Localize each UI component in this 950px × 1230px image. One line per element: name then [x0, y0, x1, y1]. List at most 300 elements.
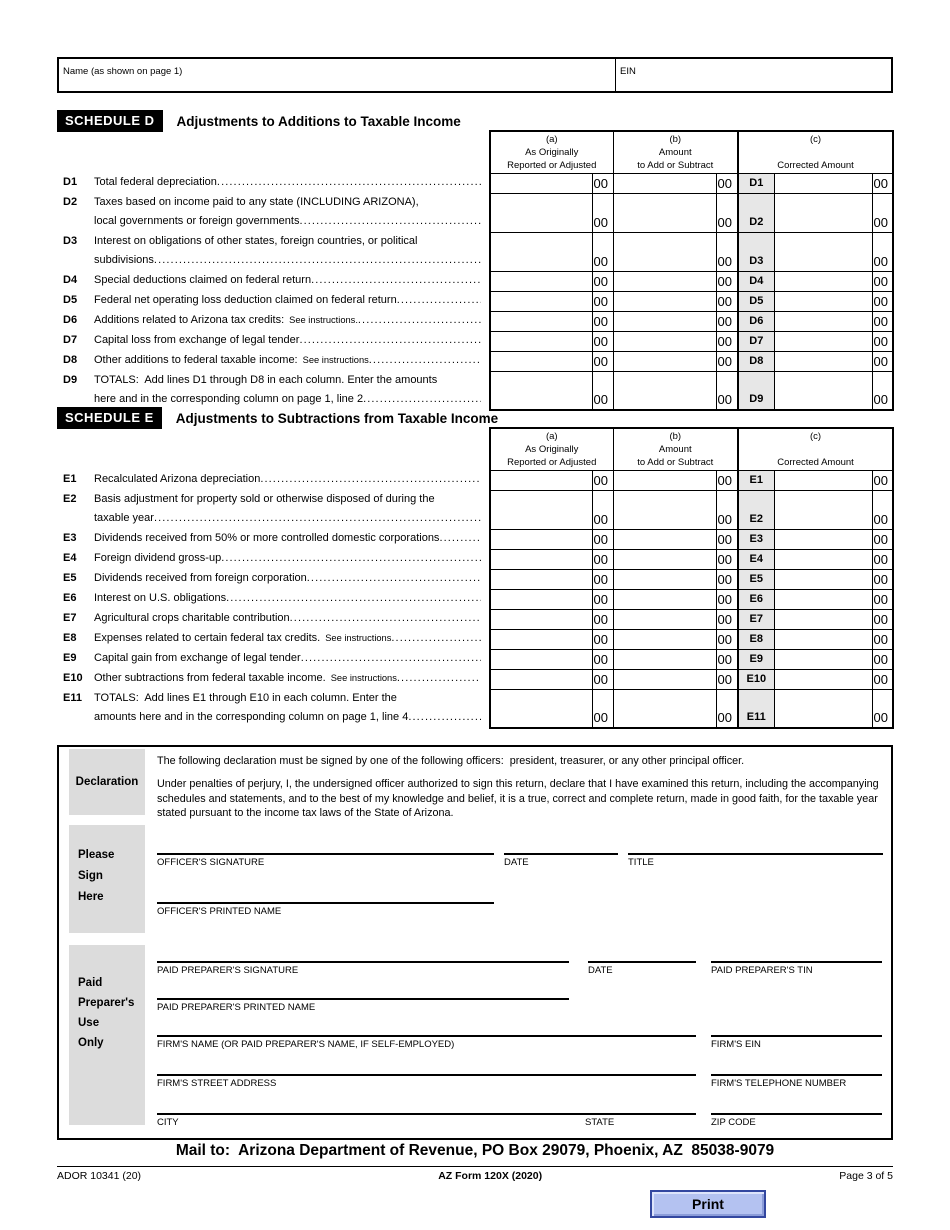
footer-form-title: AZ Form 120X (2020) [438, 1170, 543, 1182]
row-desc-cell [57, 470, 490, 490]
table-row [57, 291, 893, 311]
row-label-cell: D2 [738, 193, 774, 232]
amount-cell-b[interactable] [613, 649, 716, 669]
row-description: subdivisions [94, 254, 154, 266]
dotted-leader [369, 351, 481, 370]
row-note: See instructions [330, 673, 397, 683]
column-header-c [738, 131, 893, 173]
dotted-leader [397, 669, 481, 688]
cents-cell: 00 [592, 351, 613, 371]
row-label-cell: E4 [738, 549, 774, 569]
row-id: E8 [63, 632, 77, 644]
amount-cell-c[interactable] [774, 629, 872, 649]
row-desc-line [63, 470, 481, 489]
date-label: DATE [504, 857, 529, 868]
row-id: D2 [63, 196, 78, 208]
amount-cell-b[interactable] [613, 311, 716, 331]
amount-cell-c[interactable] [774, 589, 872, 609]
table-row [57, 549, 893, 569]
row-label-cell: D3 [738, 232, 774, 271]
row-label-cell: E8 [738, 629, 774, 649]
row-desc-line [63, 549, 481, 568]
row-description: Taxes based on income paid to any state (INCLUDING ARIZONA), [94, 196, 419, 208]
table-row [57, 232, 893, 271]
cents-cell: 00 [872, 649, 893, 669]
cents-cell: 00 [872, 490, 893, 529]
cents-cell: 00 [592, 311, 613, 331]
officer-title-field[interactable] [628, 853, 883, 868]
amount-cell-b[interactable] [613, 569, 716, 589]
row-label-cell: E9 [738, 649, 774, 669]
dotted-leader [290, 609, 481, 628]
row-desc-cell [57, 193, 490, 232]
row-desc-cell [57, 609, 490, 629]
cents-cell: 00 [872, 689, 893, 728]
table-header-row [57, 428, 893, 470]
row-label-cell: E11 [738, 689, 774, 728]
column-tag: (c) [810, 431, 822, 442]
amount-cell-c[interactable] [774, 351, 872, 371]
column-label: Reported or Adjusted [507, 457, 597, 468]
mail-to-line: Mail to: Arizona Department of Revenue, PO Box 29079, Phoenix, AZ 85038-9079 [175, 1142, 775, 1159]
label-line: Sign [78, 870, 103, 882]
row-description: TOTALS: Add lines E1 through E10 in each column. Enter the [94, 692, 397, 704]
column-header-c [738, 428, 893, 470]
amount-cell-a[interactable] [490, 689, 592, 728]
row-description: taxable year [94, 512, 154, 524]
row-desc-line [63, 689, 481, 708]
table-row [57, 173, 893, 193]
preparer-tin-field[interactable] [711, 961, 882, 976]
row-desc-line [63, 371, 481, 390]
cents-cell: 00 [872, 470, 893, 490]
row-description: Agricultural crops charitable contribution [94, 612, 290, 624]
row-description: Other subtractions from federal taxable income. [94, 672, 326, 684]
name-input-area[interactable] [59, 59, 615, 91]
dotted-leader [358, 311, 481, 330]
row-label-cell: E7 [738, 609, 774, 629]
cents-cell: 00 [872, 351, 893, 371]
cents-cell: 00 [716, 609, 738, 629]
dotted-leader [397, 291, 481, 310]
column-label: As Originally [525, 444, 579, 455]
cents-cell: 00 [872, 193, 893, 232]
label-line: Please [78, 849, 115, 861]
firm-ein-field[interactable] [711, 1035, 882, 1050]
row-id: E3 [63, 532, 77, 544]
table-header-row [57, 131, 893, 173]
cents-cell: 00 [716, 490, 738, 529]
amount-cell-b[interactable] [613, 371, 716, 410]
amount-cell-b[interactable] [613, 271, 716, 291]
amount-cell-a[interactable] [490, 669, 592, 689]
row-label-cell: D6 [738, 311, 774, 331]
amount-cell-b[interactable] [613, 351, 716, 371]
cents-cell: 00 [872, 609, 893, 629]
amount-cell-c[interactable] [774, 569, 872, 589]
cents-cell: 00 [592, 669, 613, 689]
dotted-leader [154, 509, 481, 528]
row-desc-line [63, 212, 481, 231]
table-row [57, 470, 893, 490]
row-label-cell: E6 [738, 589, 774, 609]
schedule-d-header [57, 110, 461, 132]
table-row [57, 529, 893, 549]
please-sign-here-label [69, 825, 145, 933]
row-description: amounts here and in the corresponding column on page 1, line 4 [94, 711, 409, 723]
zip-field[interactable] [711, 1113, 882, 1128]
row-desc-cell [57, 371, 490, 410]
cents-cell: 00 [716, 232, 738, 271]
cents-cell: 00 [716, 689, 738, 728]
schedule-d-badge: SCHEDULE D [57, 110, 163, 132]
schedule-d-title: Adjustments to Additions to Taxable Income [176, 113, 461, 129]
row-label-cell: E2 [738, 490, 774, 529]
column-label: Corrected Amount [777, 160, 854, 171]
amount-cell-a[interactable] [490, 331, 592, 351]
column-header-b [613, 428, 738, 470]
amount-cell-c[interactable] [774, 649, 872, 669]
cents-cell: 00 [872, 589, 893, 609]
column-label: As Originally [525, 147, 579, 158]
row-id: D4 [63, 274, 78, 286]
row-description: Capital gain from exchange of legal tender [94, 652, 301, 664]
row-desc-line [63, 232, 481, 251]
city-label: CITY [157, 1117, 179, 1128]
amount-cell-c[interactable] [774, 490, 872, 529]
amount-cell-a[interactable] [490, 529, 592, 549]
table-row [57, 609, 893, 629]
row-desc-cell [57, 589, 490, 609]
row-desc-line [63, 311, 481, 330]
column-label: Reported or Adjusted [507, 160, 597, 171]
row-desc-cell [57, 311, 490, 331]
row-desc-cell [57, 232, 490, 271]
table-row [57, 271, 893, 291]
cents-cell: 00 [872, 173, 893, 193]
row-desc-line [63, 351, 481, 370]
column-label: Amount [658, 444, 692, 455]
dotted-leader [301, 649, 481, 668]
row-desc-line [63, 271, 481, 290]
table-row [57, 490, 893, 529]
cents-cell: 00 [592, 549, 613, 569]
amount-cell-c[interactable] [774, 193, 872, 232]
row-desc-line [63, 193, 481, 212]
row-desc-cell [57, 351, 490, 371]
row-description: Dividends received from 50% or more controlled domestic corporations [94, 532, 440, 544]
row-id: D9 [63, 374, 78, 386]
cents-cell: 00 [716, 649, 738, 669]
amount-cell-c[interactable] [774, 549, 872, 569]
row-desc-line [63, 629, 481, 648]
cents-cell: 00 [592, 331, 613, 351]
amount-cell-a[interactable] [490, 549, 592, 569]
cents-cell: 00 [592, 193, 613, 232]
table-row [57, 629, 893, 649]
row-desc-cell [57, 271, 490, 291]
column-tag: (c) [810, 134, 822, 145]
amount-cell-c[interactable] [774, 371, 872, 410]
cents-cell: 00 [592, 649, 613, 669]
dotted-leader [154, 251, 481, 270]
footer-rule [57, 1166, 893, 1167]
amount-cell-a[interactable] [490, 470, 592, 490]
preparer-tin-label: PAID PREPARER'S TIN [711, 965, 813, 976]
row-desc-line [63, 291, 481, 310]
amount-cell-b[interactable] [613, 173, 716, 193]
label-line: Here [78, 891, 104, 903]
print-button[interactable]: Print [650, 1190, 766, 1218]
row-description: Capital loss from exchange of legal tender [94, 334, 300, 346]
row-note: See instructions [302, 355, 369, 365]
city-state-field[interactable] [157, 1113, 696, 1128]
row-description: local governments or foreign governments [94, 215, 300, 227]
row-label-cell: D9 [738, 371, 774, 410]
amount-cell-a[interactable] [490, 311, 592, 331]
cents-cell: 00 [592, 609, 613, 629]
amount-cell-b[interactable] [613, 549, 716, 569]
amount-cell-b[interactable] [613, 331, 716, 351]
column-label: to Add or Subtract [637, 160, 714, 171]
preparer-printed-name-field[interactable] [157, 998, 569, 1013]
dotted-leader [311, 271, 481, 290]
ein-input-area[interactable] [615, 59, 891, 91]
ein-label: EIN [620, 66, 636, 77]
row-label-cell: E10 [738, 669, 774, 689]
cents-cell: 00 [872, 291, 893, 311]
schedule-e-table [57, 427, 894, 729]
cents-cell: 00 [872, 629, 893, 649]
row-description: Foreign dividend gross-up [94, 552, 222, 564]
officer-signature-field[interactable] [157, 853, 494, 868]
row-desc-cell [57, 669, 490, 689]
row-desc-cell [57, 529, 490, 549]
row-label-cell: D8 [738, 351, 774, 371]
cents-cell: 00 [716, 589, 738, 609]
cents-cell: 00 [872, 669, 893, 689]
row-id: E10 [63, 672, 83, 684]
amount-cell-b[interactable] [613, 669, 716, 689]
officer-printed-name-label: OFFICER'S PRINTED NAME [157, 906, 282, 917]
cents-cell: 00 [592, 371, 613, 410]
footer-page-number: Page 3 of 5 [839, 1170, 893, 1182]
officer-printed-name-field[interactable] [157, 902, 494, 917]
column-tag: (b) [669, 431, 682, 442]
officer-date-field[interactable] [504, 853, 618, 868]
cents-cell: 00 [592, 689, 613, 728]
column-tag: (a) [545, 431, 558, 442]
name-label: Name (as shown on page 1) [63, 66, 183, 77]
amount-cell-a[interactable] [490, 609, 592, 629]
row-desc-line [63, 251, 481, 270]
row-desc-line [63, 669, 481, 688]
firm-phone-field[interactable] [711, 1074, 882, 1089]
cents-cell: 00 [872, 331, 893, 351]
dotted-leader [221, 549, 481, 568]
row-label-cell: D7 [738, 331, 774, 351]
amount-cell-a[interactable] [490, 291, 592, 311]
footer [57, 1170, 893, 1182]
table-row [57, 351, 893, 371]
firm-phone-label: FIRM'S TELEPHONE NUMBER [711, 1078, 847, 1089]
amount-cell-c[interactable] [774, 232, 872, 271]
taxpayer-id-box [57, 57, 893, 93]
schedule-d-table [57, 130, 894, 411]
cents-cell: 00 [872, 232, 893, 271]
amount-cell-c[interactable] [774, 291, 872, 311]
row-description: Total federal depreciation [94, 176, 217, 188]
column-label: to Add or Subtract [637, 457, 714, 468]
label-line: Use [78, 1017, 100, 1029]
amount-cell-c[interactable] [774, 470, 872, 490]
cents-cell: 00 [592, 470, 613, 490]
amount-cell-b[interactable] [613, 490, 716, 529]
cents-cell: 00 [872, 569, 893, 589]
amount-cell-b[interactable] [613, 529, 716, 549]
row-note: See instructions [325, 633, 392, 643]
schedule-e-header [57, 407, 498, 429]
preparer-printed-name-label: PAID PREPARER'S PRINTED NAME [157, 1002, 316, 1013]
column-tag: (b) [669, 134, 682, 145]
column-header-a [490, 428, 613, 470]
amount-cell-b[interactable] [613, 470, 716, 490]
firm-street-field[interactable] [157, 1074, 696, 1089]
cents-cell: 00 [872, 529, 893, 549]
row-desc-line [63, 509, 481, 528]
declaration-box [57, 745, 893, 1140]
table-row [57, 569, 893, 589]
cents-cell: 00 [716, 311, 738, 331]
cents-cell: 00 [716, 351, 738, 371]
cents-cell: 00 [592, 589, 613, 609]
amount-cell-b[interactable] [613, 193, 716, 232]
row-note: See instructions. [289, 315, 358, 325]
amount-cell-c[interactable] [774, 173, 872, 193]
cents-cell: 00 [716, 629, 738, 649]
cents-cell: 00 [592, 529, 613, 549]
table-row [57, 311, 893, 331]
column-header-b [613, 131, 738, 173]
table-row [57, 649, 893, 669]
table-row [57, 331, 893, 351]
amount-cell-a[interactable] [490, 649, 592, 669]
amount-cell-a[interactable] [490, 589, 592, 609]
row-label-cell: E3 [738, 529, 774, 549]
amount-cell-b[interactable] [613, 589, 716, 609]
zip-label: ZIP CODE [711, 1117, 756, 1128]
label-line: Only [78, 1037, 104, 1049]
cents-cell: 00 [716, 470, 738, 490]
row-desc-line [63, 529, 481, 548]
amount-cell-b[interactable] [613, 291, 716, 311]
row-desc-cell [57, 689, 490, 728]
row-id: E5 [63, 572, 77, 584]
schedule-e-title: Adjustments to Subtractions from Taxable Income [175, 410, 499, 426]
amount-cell-c[interactable] [774, 669, 872, 689]
amount-cell-b[interactable] [613, 689, 716, 728]
row-desc-cell [57, 291, 490, 311]
cents-cell: 00 [872, 311, 893, 331]
row-description: Expenses related to certain federal tax credits. [94, 632, 321, 644]
row-desc-cell [57, 629, 490, 649]
amount-cell-c[interactable] [774, 529, 872, 549]
table-row [57, 371, 893, 410]
amount-cell-a[interactable] [490, 629, 592, 649]
firm-name-label: FIRM'S NAME (OR PAID PREPARER'S NAME, IF SELF-EMPLOYED) [157, 1039, 455, 1050]
row-label-cell: E1 [738, 470, 774, 490]
row-desc-line [63, 331, 481, 350]
cents-cell: 00 [872, 549, 893, 569]
amount-cell-c[interactable] [774, 311, 872, 331]
amount-cell-c[interactable] [774, 271, 872, 291]
row-desc-line [63, 609, 481, 628]
dotted-leader [217, 173, 481, 192]
column-header-a [490, 131, 613, 173]
row-desc-line [63, 708, 481, 727]
row-description: here and in the corresponding column on page 1, line 2 [94, 393, 364, 405]
preparer-signature-field[interactable] [157, 961, 569, 976]
row-description: Federal net operating loss deduction claimed on federal return [94, 294, 397, 306]
row-id: D7 [63, 334, 78, 346]
declaration-intro: The following declaration must be signed by one of the following officers: president, treasurer, or any other principal officer. [157, 755, 745, 767]
amount-cell-a[interactable] [490, 351, 592, 371]
dotted-leader [226, 589, 481, 608]
row-desc-line [63, 589, 481, 608]
cents-cell: 00 [592, 271, 613, 291]
amount-cell-a[interactable] [490, 271, 592, 291]
amount-cell-c[interactable] [774, 331, 872, 351]
row-description: TOTALS: Add lines D1 through D8 in each column. Enter the amounts [94, 374, 438, 386]
row-description: Special deductions claimed on federal return [94, 274, 312, 286]
row-label-cell: D1 [738, 173, 774, 193]
amount-cell-a[interactable] [490, 193, 592, 232]
row-desc-line [63, 173, 481, 192]
row-id: D8 [63, 354, 78, 366]
amount-cell-b[interactable] [613, 232, 716, 271]
cents-cell: 00 [716, 529, 738, 549]
row-id: D1 [63, 176, 78, 188]
preparer-date-field[interactable] [588, 961, 696, 976]
amount-cell-a[interactable] [490, 371, 592, 410]
row-desc-cell [57, 173, 490, 193]
row-desc-cell [57, 331, 490, 351]
row-description: Other additions to federal taxable income: [94, 354, 298, 366]
amount-cell-a[interactable] [490, 490, 592, 529]
row-desc-cell [57, 549, 490, 569]
cents-cell: 00 [716, 291, 738, 311]
row-description: Recalculated Arizona depreciation [94, 473, 261, 485]
row-id: D5 [63, 294, 78, 306]
amount-cell-c[interactable] [774, 609, 872, 629]
row-id: D6 [63, 314, 78, 326]
amount-cell-a[interactable] [490, 569, 592, 589]
declaration-text: Under penalties of perjury, I, the undersigned officer authorized to sign this return, declare that I have examined this return, including the accompanying schedules and statements, and to the best of my knowledge and belief, it is a true, correct and complete return, made in good faith, for the taxable year stated pursuant to the income tax laws of the State of Arizona. [157, 778, 879, 820]
row-description: Interest on obligations of other states, foreign countries, or political [94, 235, 418, 247]
footer-form-number: ADOR 10341 (20) [57, 1170, 142, 1182]
firm-name-field[interactable] [157, 1035, 696, 1050]
amount-cell-a[interactable] [490, 173, 592, 193]
amount-cell-b[interactable] [613, 629, 716, 649]
column-label: Amount [658, 147, 692, 158]
state-label: STATE [585, 1117, 615, 1128]
cents-cell: 00 [716, 371, 738, 410]
amount-cell-a[interactable] [490, 232, 592, 271]
amount-cell-c[interactable] [774, 689, 872, 728]
date-label: DATE [588, 965, 613, 976]
cents-cell: 00 [592, 629, 613, 649]
amount-cell-b[interactable] [613, 609, 716, 629]
